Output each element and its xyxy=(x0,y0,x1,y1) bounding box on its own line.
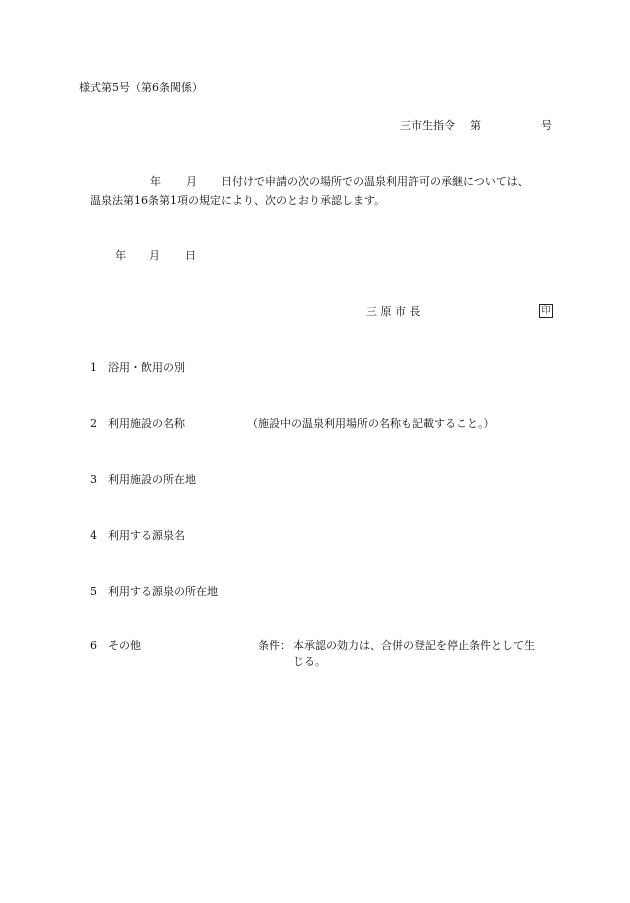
condition-label: 条件： xyxy=(258,639,291,652)
intro-month: 月 xyxy=(186,175,197,188)
doc-number-go: 号 xyxy=(541,119,552,132)
item-3-label: 利用施設の所在地 xyxy=(108,473,196,486)
intro-year: 年 xyxy=(150,175,161,188)
date-year: 年 xyxy=(115,249,126,262)
item-2-label: 利用施設の名称 xyxy=(108,417,185,430)
item-1-label: 浴用・飲用の別 xyxy=(108,361,185,374)
issuer-title: 三 原 市 長 xyxy=(366,305,421,318)
condition-line2: じる。 xyxy=(293,655,326,668)
item-1-num: 1 xyxy=(90,361,97,374)
item-2-num: 2 xyxy=(90,417,97,430)
item-4-label: 利用する源泉名 xyxy=(108,529,185,542)
date-day: 日 xyxy=(185,249,196,262)
item-3-num: 3 xyxy=(90,473,97,486)
condition-line1: 本承認の効力は、合併の登記を停止条件として生 xyxy=(293,639,535,652)
item-2-note: （施設中の温泉利用場所の名称も記載すること。） xyxy=(247,417,495,430)
item-5-num: 5 xyxy=(90,585,97,598)
intro-line1-rest: 日付けで申請の次の場所での温泉利用許可の承継については、 xyxy=(221,175,529,188)
item-5-label: 利用する源泉の所在地 xyxy=(108,585,218,598)
doc-number-dai: 第 xyxy=(470,119,481,132)
item-6-num: 6 xyxy=(90,639,97,652)
intro-line2: 温泉法第16条第1項の規定により、次のとおり承認します。 xyxy=(90,194,386,207)
date-month: 月 xyxy=(149,249,160,262)
form-title: 様式第5号（第6条関係） xyxy=(79,81,203,94)
seal-stamp: 印 xyxy=(539,304,553,318)
item-4-num: 4 xyxy=(90,529,97,542)
item-6-label: その他 xyxy=(108,639,141,652)
doc-number-prefix: 三市生指令 xyxy=(400,119,455,132)
